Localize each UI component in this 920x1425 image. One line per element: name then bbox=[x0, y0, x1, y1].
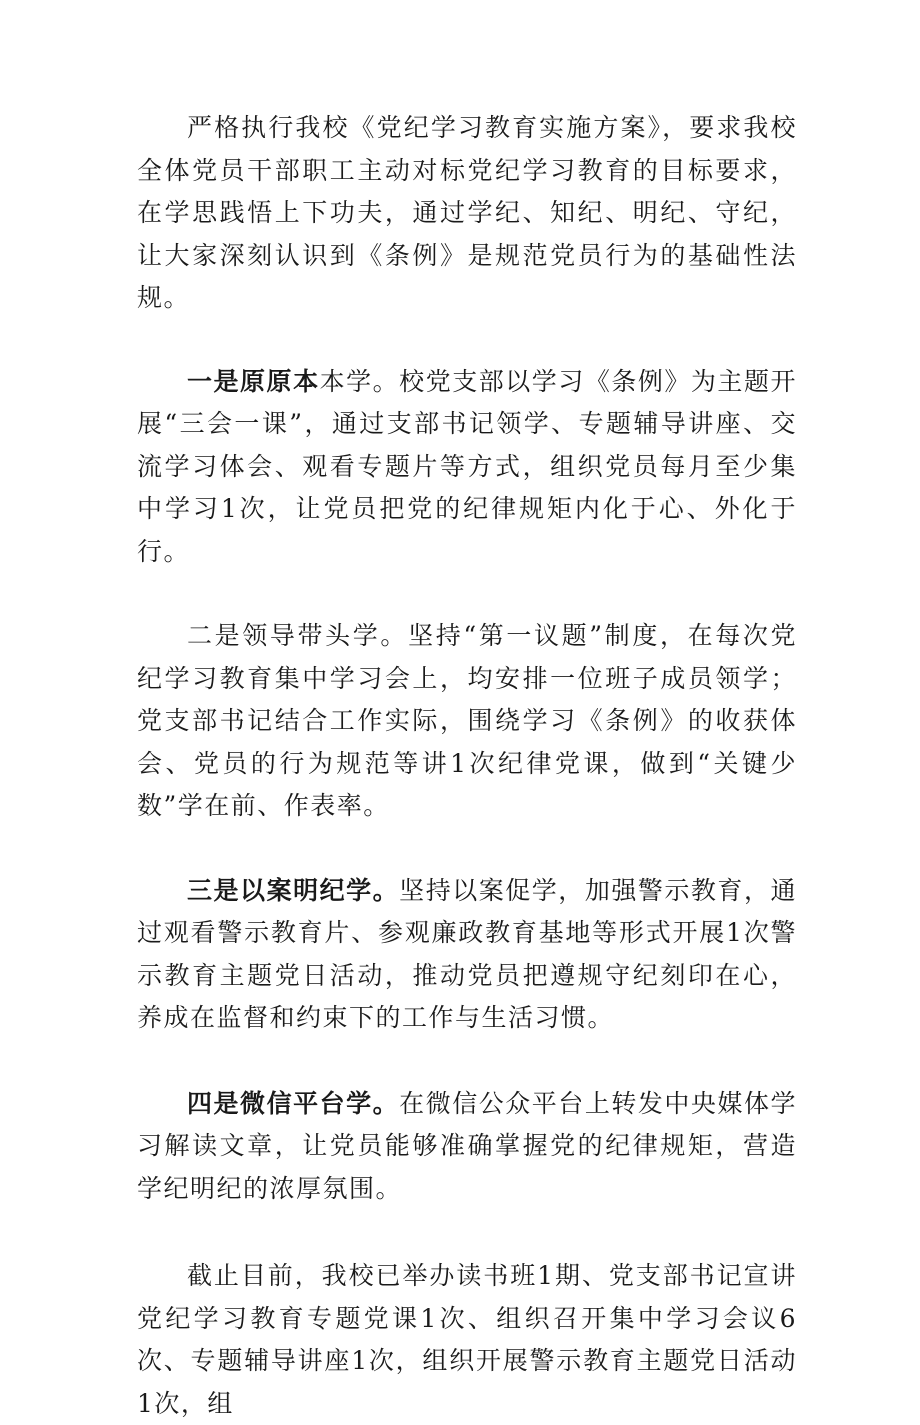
paragraph-lead: 三是以案明纪学。 bbox=[187, 875, 400, 905]
paragraph-item-3 bbox=[137, 870, 797, 1040]
paragraph-text: 坚持“第一议题”制度，在每次党纪学习教育集中学习会上，均安排一位班子成员领学；党支部书记结合工作实际，围绕学习《条例》的收获体会、党员的行为规范等讲1次纪律党课，做到“关键少数”学在前、作表率。 bbox=[137, 621, 797, 820]
paragraph-item-1 bbox=[137, 361, 797, 574]
paragraph-lead-rest: 二是领导带头学。 bbox=[187, 621, 409, 650]
paragraph-text: 校党支部以学习《条例》为主题开展“三会一课”，通过支部书记领学、专题辅导讲座、交流学习体会、观看专题片等方式，组织党员每月至少集中学习1次，让党员把党的纪律规矩内化于心、外化于行。 bbox=[137, 366, 797, 566]
paragraph-intro bbox=[137, 107, 797, 320]
paragraph-text: 严格执行我校《党纪学习教育实施方案》，要求我校全体党员干部职工主动对标党纪学习教育的目标要求，在学思践悟上下功夫，通过学纪、知纪、明纪、守纪，让大家深刻认识到《条例》是规范党员行为的基础性法规。 bbox=[137, 113, 797, 312]
document-body bbox=[137, 107, 797, 1425]
paragraph-item-4 bbox=[137, 1083, 797, 1211]
paragraph-text: 在微信公众平台上转发中央媒体学习解读文章，让党员能够准确掌握党的纪律规矩，营造学纪明纪的浓厚氛围。 bbox=[137, 1088, 797, 1203]
paragraph-lead: 四是微信平台学。 bbox=[187, 1088, 400, 1118]
paragraph-text: 坚持以案促学，加强警示教育，通过观看警示教育片、参观廉政教育基地等形式开展1次警示教育主题党日活动，推动党员把遵规守纪刻印在心，养成在监督和约束下的工作与生活习惯。 bbox=[137, 875, 797, 1032]
paragraph-item-2 bbox=[137, 615, 797, 828]
paragraph-lead-rest: 本学。 bbox=[319, 366, 400, 396]
paragraph-summary bbox=[137, 1255, 797, 1425]
paragraph-lead: 一是原原本 bbox=[187, 366, 320, 396]
paragraph-text: 截止目前，我校已举办读书班1期、党支部书记宣讲党纪学习教育专题党课1次、组织召开集中学习会议6次、专题辅导讲座1次，组织开展警示教育主题党日活动1次，组 bbox=[137, 1261, 797, 1418]
